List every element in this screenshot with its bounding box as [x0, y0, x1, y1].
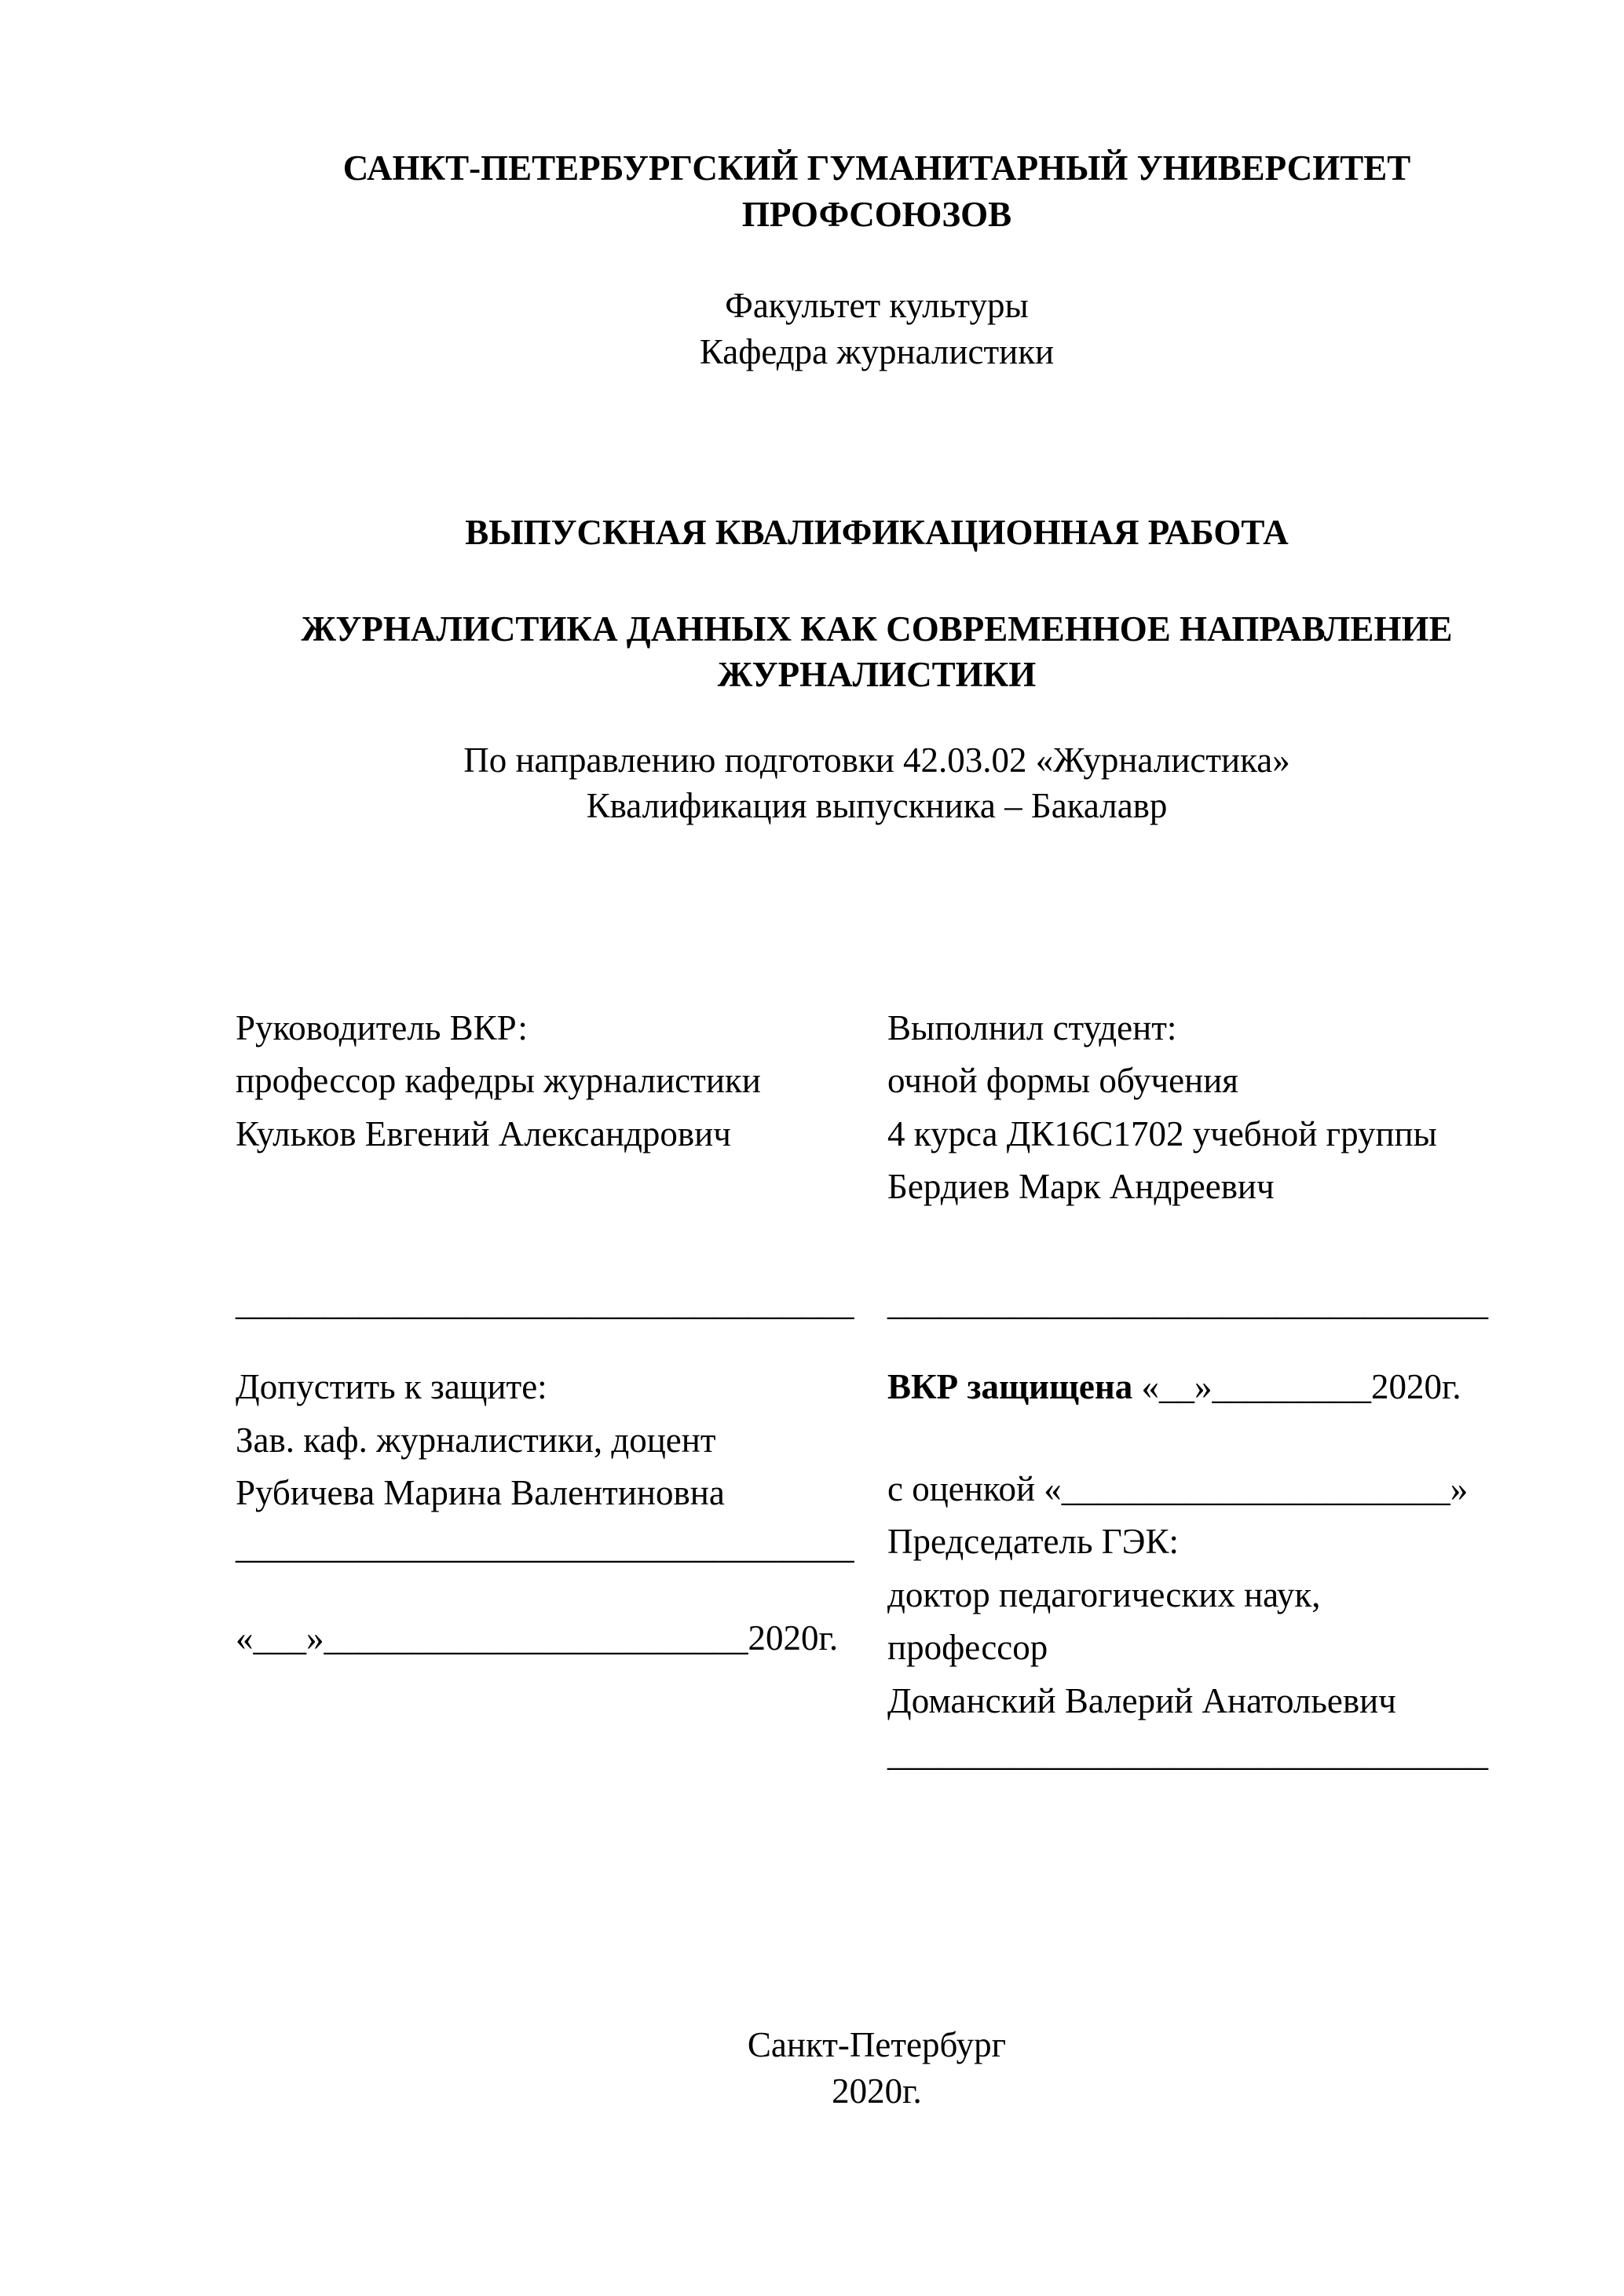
- admission-block: [236, 1361, 887, 1781]
- faculty-name: Факультет культуры: [725, 286, 1029, 325]
- defense-defended-label: ВКР защищена: [887, 1367, 1133, 1406]
- chairman-degree: доктор педагогических наук,: [887, 1574, 1321, 1614]
- work-title-line2: ЖУРНАЛИСТИКИ: [717, 655, 1037, 694]
- defense-grade-line: с оценкой «______________________»: [887, 1468, 1469, 1508]
- footer-year: 2020г.: [832, 2071, 922, 2111]
- supervisor-name: Кульков Евгений Александрович: [236, 1113, 731, 1153]
- admission-label: Допустить к защите:: [236, 1367, 547, 1406]
- student-block: [887, 1002, 1518, 1214]
- faculty-department-block: [236, 283, 1518, 375]
- student-label: Выполнил студент:: [887, 1007, 1177, 1047]
- program-direction: По направлению подготовки 42.03.02 «Журналистика»: [463, 740, 1290, 780]
- university-name-line2: ПРОФСОЮЗОВ: [741, 194, 1012, 234]
- defense-defended-date: «__»_________2020г.: [1132, 1367, 1461, 1406]
- admission-date-line: «___»________________________2020г.: [236, 1618, 839, 1658]
- people-block: [236, 1002, 1518, 1214]
- student-study-form: очной формы обучения: [887, 1061, 1238, 1100]
- admission-signature-line: ___________________________________: [236, 1526, 854, 1566]
- admission-position: Зав. каф. журналистики, доцент: [236, 1420, 716, 1460]
- work-title-line1: ЖУРНАЛИСТИКА ДАННЫХ КАК СОВРЕМЕННОЕ НАПРАВЛЕНИЕ: [301, 609, 1453, 649]
- chairman-signature-line: __________________________________: [887, 1734, 1488, 1773]
- footer-block: [236, 2022, 1518, 2114]
- chairman-label: Председатель ГЭК:: [887, 1522, 1179, 1561]
- university-name: [236, 145, 1518, 237]
- work-title: [236, 606, 1518, 698]
- program-qualification: Квалификация выпускника – Бакалавр: [586, 786, 1168, 825]
- supervisor-signature-line: ___________________________________: [236, 1282, 854, 1322]
- signature-row: [236, 1277, 1518, 1330]
- admission-name: Рубичева Марина Валентиновна: [236, 1473, 725, 1512]
- supervisor-position: профессор кафедры журналистики: [236, 1061, 761, 1100]
- university-name-line1: САНКТ-ПЕТЕРБУРГСКИЙ ГУМАНИТАРНЫЙ УНИВЕРСИТЕТ: [342, 148, 1411, 188]
- admission-defense-block: [236, 1361, 1518, 1781]
- chairman-name: Доманский Валерий Анатольевич: [887, 1680, 1396, 1720]
- student-name: Бердиев Марк Андреевич: [887, 1167, 1275, 1206]
- footer-city: Санкт-Петербург: [747, 2025, 1007, 2064]
- supervisor-role-label: Руководитель ВКР:: [236, 1007, 528, 1047]
- department-name: Кафедра журналистики: [699, 331, 1055, 371]
- work-type-heading: ВЫПУСКНАЯ КВАЛИФИКАЦИОННАЯ РАБОТА: [465, 513, 1289, 552]
- chairman-title: профессор: [887, 1628, 1048, 1667]
- supervisor-block: [236, 1002, 887, 1214]
- student-signature-line: __________________________________: [887, 1282, 1488, 1322]
- defense-block: [887, 1361, 1518, 1781]
- defense-date-line: [887, 1361, 1518, 1414]
- student-group: 4 курса ДК16С1702 учебной группы: [887, 1113, 1437, 1153]
- program-info: [236, 737, 1518, 829]
